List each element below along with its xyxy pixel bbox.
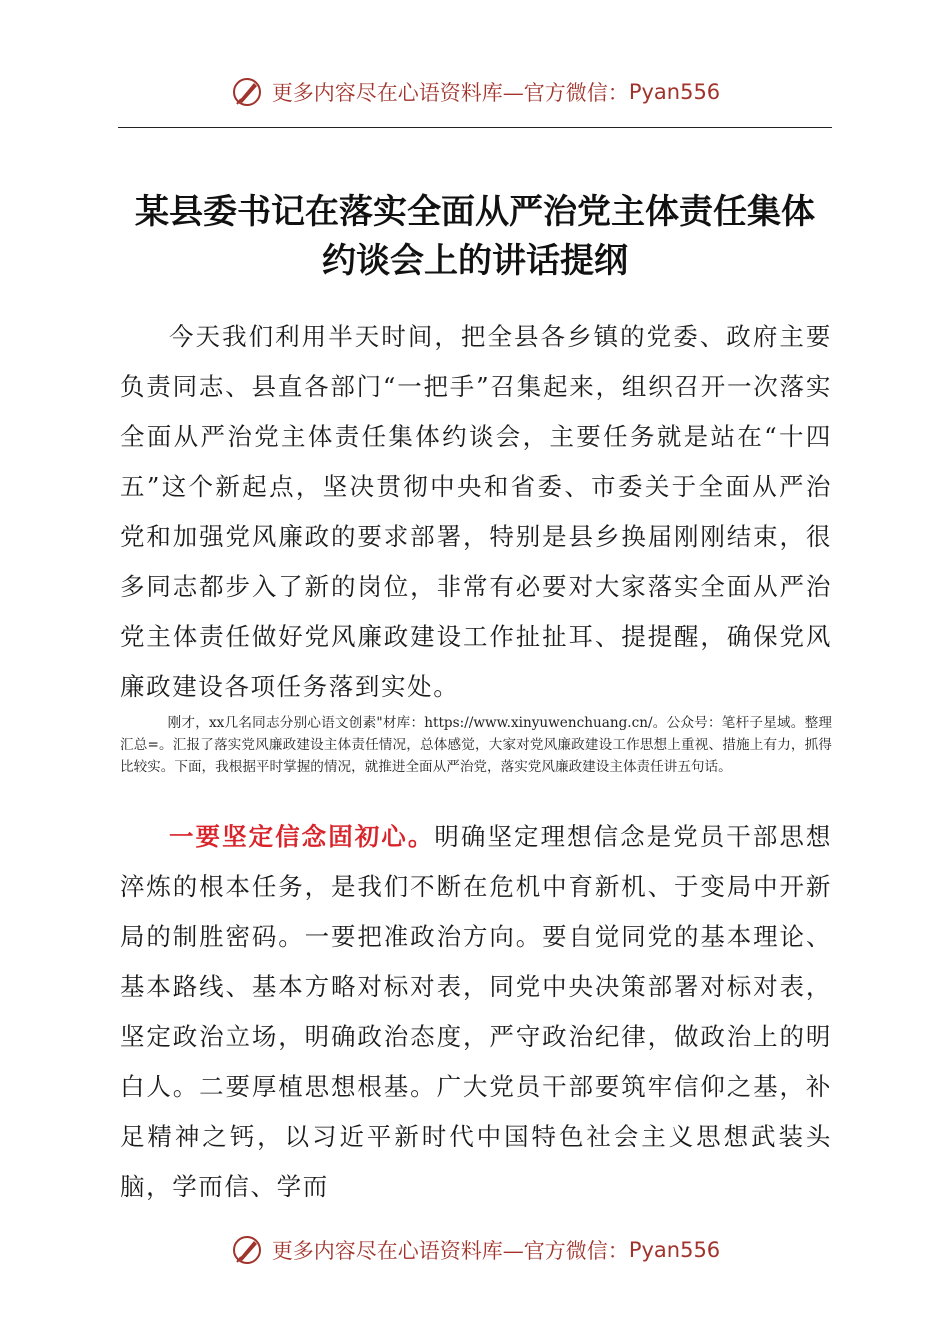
title-line-2: 约谈会上的讲话提纲: [322, 241, 628, 281]
quill-pen-logo-icon: [230, 75, 264, 109]
paragraph-intro: 今天我们利用半天时间，把全县各乡镇的党委、政府主要负责同志、县直各部门“一把手”召集起来，组织召开一次落实全面从严治党主体责任集体约谈会，主要任务就是站在“十四五”这个新起点，坚决贯彻中央和省委、市委关于全面从严治党和加强党风廉政的要求部署，特别是县乡换届刚刚结束，很多同志都步入了新的岗位，非常有必要对大家落实全面从严治党主体责任做好党风廉政建设工作扯扯耳、提提醒，确保党风廉政建设各项任务落到实处。: [120, 322, 832, 701]
footer-watermark-banner: [0, 1230, 950, 1270]
paragraph-summary: 刚才，xx几名同志分别心语文创素"材库：https://www.xinyuwenchuang.cn/。公众号：笔杆子星域。整理汇总=。汇报了落实党风廉政建设主体责任情况，总体感觉，大家对党风廉政建设工作思想上重视、措施上有力，抓得比较实。下面，我根据平时掌握的情况，就推进全面从严治党，落实党风廉政建设主体责任讲五句话。: [120, 715, 832, 775]
banner-text: 更多内容尽在心语资料库—官方微信：: [271, 1239, 629, 1263]
banner-wechat-id: Pyan556: [628, 80, 721, 104]
banner-wechat-id: Pyan556: [628, 1238, 721, 1262]
banner-text: 更多内容尽在心语资料库—官方微信：: [271, 81, 629, 105]
quill-pen-logo-icon: [230, 1233, 264, 1267]
title-line-1: 某县委书记在落实全面从严治党主体责任集体: [135, 192, 815, 232]
header-divider: [118, 127, 832, 128]
document-title: [110, 188, 840, 286]
point-one-text: 明确坚定理想信念是党员干部思想淬炼的根本任务，是我们不断在危机中育新机、于变局中开新局的制胜密码。一要把准政治方向。要自觉同党的基本理论、基本路线、基本方略对标对表，同党中央决策部署对标对表，坚定政治立场，明确政治态度，严守政治纪律，做政治上的明白人。二要厚植思想根基。广大党员干部要筑牢信仰之基，补足精神之钙，以习近平新时代中国特色社会主义思想武装头脑，学而信、学而: [120, 822, 832, 1201]
paragraph-point-one: [120, 812, 832, 1212]
header-watermark-banner: [0, 72, 950, 112]
point-one-heading: 一要坚定信念固初心。: [169, 822, 435, 851]
